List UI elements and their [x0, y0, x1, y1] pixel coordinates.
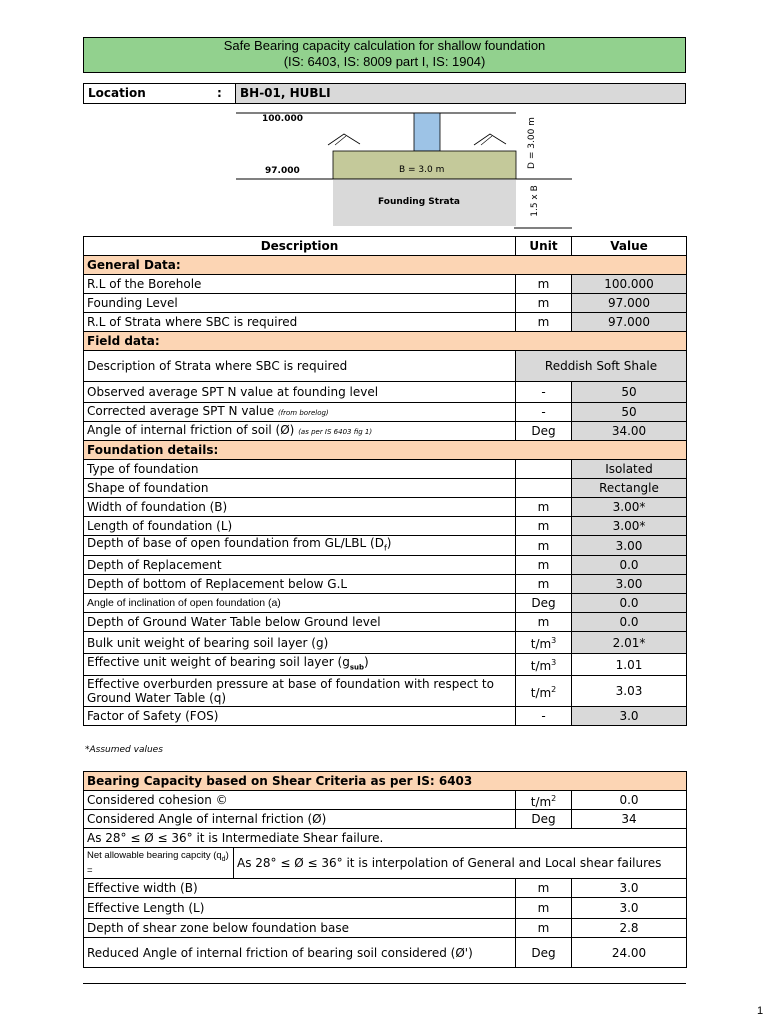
- net-label-sub: d: [221, 855, 226, 863]
- cell-desc: Founding Level: [84, 294, 516, 313]
- location-colon: :: [217, 86, 222, 100]
- desc-text: Corrected average SPT N value: [87, 404, 275, 418]
- cell-value: 3.00*: [572, 517, 687, 536]
- failure-text: As 28° ≤ Ø ≤ 36° it is Intermediate Shear failure.: [84, 829, 687, 848]
- header-value: Value: [572, 237, 687, 256]
- table-row: [84, 517, 687, 536]
- cell-value: 100.000: [572, 275, 687, 294]
- cell-value: 3.03: [572, 676, 687, 707]
- cell-unit: m: [516, 575, 572, 594]
- cell-desc: R.L of the Borehole: [84, 275, 516, 294]
- cell-unit: -: [516, 707, 572, 726]
- cell-value: 0.0: [572, 791, 687, 810]
- table-row: [84, 613, 687, 632]
- cell-desc: [84, 422, 516, 441]
- cell-value: 24.00: [572, 938, 687, 968]
- table-row: [84, 403, 687, 422]
- cell-unit: m: [516, 898, 572, 919]
- cell-desc: Depth of Replacement: [84, 556, 516, 575]
- cell-value: 34.00: [572, 422, 687, 441]
- cell-unit: m: [516, 313, 572, 332]
- title-line-1: Safe Bearing capacity calculation for shallow foundation: [223, 38, 546, 53]
- cell-unit: -: [516, 382, 572, 403]
- cell-unit: m: [516, 879, 572, 898]
- location-row: [83, 83, 686, 104]
- cell-unit: [516, 654, 572, 676]
- table-row: [84, 479, 687, 498]
- location-label: Location: [88, 86, 146, 100]
- cell-value: 50: [572, 382, 687, 403]
- design-data-table: [83, 236, 687, 726]
- net-label-tail: ) =: [87, 850, 229, 876]
- top-level-label: 100.000: [262, 114, 303, 124]
- table-row: [84, 898, 687, 919]
- cell-unit: m: [516, 556, 572, 575]
- table-row: [84, 275, 687, 294]
- cell-desc: [84, 536, 516, 556]
- cell-value: 3.00: [572, 575, 687, 594]
- table-row: [84, 848, 687, 879]
- cell-desc: Reduced Angle of internal friction of bearing soil considered (Ø'): [84, 938, 516, 968]
- cell-value: Isolated: [572, 460, 687, 479]
- table-row: [84, 382, 687, 403]
- table-row: [84, 536, 687, 556]
- cell-desc: Depth of bottom of Replacement below G.L: [84, 575, 516, 594]
- unit-text: t/m: [530, 659, 552, 674]
- strata-label: Founding Strata: [378, 197, 460, 207]
- cell-desc: Effective overburden pressure at base of foundation with respect to Ground Water Table (q): [84, 676, 516, 707]
- cell-desc: Considered cohesion ©: [84, 791, 516, 810]
- unit-text: t/m: [530, 637, 552, 652]
- cell-desc: Angle of inclination of open foundation (a): [84, 594, 516, 613]
- cell-value: 3.0: [572, 879, 687, 898]
- unit-sup: 3: [551, 658, 557, 668]
- cell-desc: Description of Strata where SBC is required: [84, 351, 516, 382]
- cell-value: 0.0: [572, 594, 687, 613]
- unit-text: t/m: [530, 685, 552, 700]
- cell-desc: Type of foundation: [84, 460, 516, 479]
- cell-value: 2.01*: [572, 632, 687, 654]
- cell-unit: m: [516, 613, 572, 632]
- founding-level-label: 97.000: [265, 166, 300, 176]
- assumed-values-note: *Assumed values: [85, 745, 163, 755]
- cell-unit: m: [516, 517, 572, 536]
- header-description: Description: [84, 237, 516, 256]
- title-line-2: (IS: 6403, IS: 8009 part I, IS: 1904): [283, 54, 486, 69]
- cell-desc: Shape of foundation: [84, 479, 516, 498]
- desc-sub: f: [383, 543, 387, 553]
- desc-text: Effective unit weight of bearing soil layer (g: [87, 655, 350, 670]
- cell-desc: Length of foundation (L): [84, 517, 516, 536]
- header-unit: Unit: [516, 237, 572, 256]
- foundation-diagram: [236, 108, 576, 233]
- cell-value: 0.0: [572, 556, 687, 575]
- cell-unit: m: [516, 294, 572, 313]
- cell-value: 50: [572, 403, 687, 422]
- table-row: [84, 556, 687, 575]
- cell-unit: Deg: [516, 938, 572, 968]
- cell-desc: Observed average SPT N value at founding level: [84, 382, 516, 403]
- cell-unit: [516, 676, 572, 707]
- cell-value: Reddish Soft Shale: [516, 351, 687, 382]
- sheet-title: [83, 37, 686, 73]
- cell-unit: [516, 460, 572, 479]
- shear-criteria-table: [83, 771, 687, 968]
- location-value: BH-01, HUBLI: [235, 84, 685, 103]
- desc-text: Depth of base of open foundation from GL/LBL (D: [87, 536, 384, 550]
- unit-sup: 2: [551, 684, 557, 694]
- zone-label: 1.5 x B: [529, 185, 540, 217]
- cell-unit: m: [516, 498, 572, 517]
- net-label-text: Net allowable bearing capcity (q: [87, 850, 222, 862]
- table-row: [84, 313, 687, 332]
- cell-unit: m: [516, 919, 572, 938]
- cell-value: 3.0: [572, 707, 687, 726]
- width-label: B = 3.0 m: [399, 165, 445, 175]
- cell-value: 34: [572, 810, 687, 829]
- table-row: [84, 919, 687, 938]
- unit-sup: 3: [551, 636, 557, 646]
- desc-sub: sub: [349, 663, 365, 672]
- unit-text: t/m: [530, 794, 552, 809]
- table-row: [84, 654, 687, 676]
- desc-note: (from borelog): [277, 409, 329, 417]
- cell-unit: Deg: [516, 422, 572, 441]
- table-row: [84, 422, 687, 441]
- net-allowable-label: [84, 848, 234, 879]
- cell-desc: Effective width (B): [84, 879, 516, 898]
- cell-desc: [84, 403, 516, 422]
- table-row: [84, 575, 687, 594]
- foundation-details-title: Foundation details:: [84, 441, 687, 460]
- cell-desc: Effective Length (L): [84, 898, 516, 919]
- bottom-rule: [83, 983, 686, 984]
- cell-value: 97.000: [572, 313, 687, 332]
- table-row: [84, 460, 687, 479]
- desc-tail: ): [386, 536, 392, 550]
- cell-unit: [516, 632, 572, 654]
- cell-value: 1.01: [572, 654, 687, 676]
- table-row: [84, 498, 687, 517]
- table-row: [84, 676, 687, 707]
- cell-desc: Factor of Safety (FOS): [84, 707, 516, 726]
- cell-desc: Width of foundation (B): [84, 498, 516, 517]
- table-row: [84, 879, 687, 898]
- cell-unit: m: [516, 275, 572, 294]
- cell-unit: m: [516, 536, 572, 556]
- table-row: [84, 294, 687, 313]
- cell-desc: Considered Angle of internal friction (Ø): [84, 810, 516, 829]
- field-data-title: Field data:: [84, 332, 687, 351]
- cell-value: 3.00*: [572, 498, 687, 517]
- cell-value: 3.0: [572, 898, 687, 919]
- cell-desc: Bulk unit weight of bearing soil layer (g): [84, 632, 516, 654]
- cell-desc: Depth of Ground Water Table below Ground level: [84, 613, 516, 632]
- cell-value: 97.000: [572, 294, 687, 313]
- cell-unit: [516, 791, 572, 810]
- table-row: [84, 594, 687, 613]
- table-row: [84, 938, 687, 968]
- desc-text: Angle of internal friction of soil (Ø): [87, 423, 295, 437]
- cell-unit: [516, 479, 572, 498]
- cell-desc: [84, 654, 516, 676]
- general-data-title: General Data:: [84, 256, 687, 275]
- net-allowable-text: As 28° ≤ Ø ≤ 36° it is interpolation of General and Local shear failures: [234, 848, 687, 879]
- depth-label: D = 3.00 m: [526, 117, 537, 169]
- page-number: 1: [757, 1005, 764, 1017]
- table-row: [84, 829, 687, 848]
- cell-desc: Depth of shear zone below foundation base: [84, 919, 516, 938]
- table-row: [84, 791, 687, 810]
- desc-note: (as per IS 6403 fig 1): [298, 428, 373, 436]
- table-header: [84, 237, 687, 256]
- table-row: [84, 810, 687, 829]
- shear-criteria-title: Bearing Capacity based on Shear Criteria as per IS: 6403: [84, 772, 687, 791]
- table-row: [84, 351, 687, 382]
- cell-value: 0.0: [572, 613, 687, 632]
- cell-unit: Deg: [516, 594, 572, 613]
- cell-value: Rectangle: [572, 479, 687, 498]
- table-row: [84, 632, 687, 654]
- desc-tail: ): [364, 655, 369, 670]
- table-row: [84, 707, 687, 726]
- cell-unit: -: [516, 403, 572, 422]
- unit-sup: 2: [551, 793, 557, 803]
- cell-unit: Deg: [516, 810, 572, 829]
- cell-value: 3.00: [572, 536, 687, 556]
- cell-value: 2.8: [572, 919, 687, 938]
- cell-desc: R.L of Strata where SBC is required: [84, 313, 516, 332]
